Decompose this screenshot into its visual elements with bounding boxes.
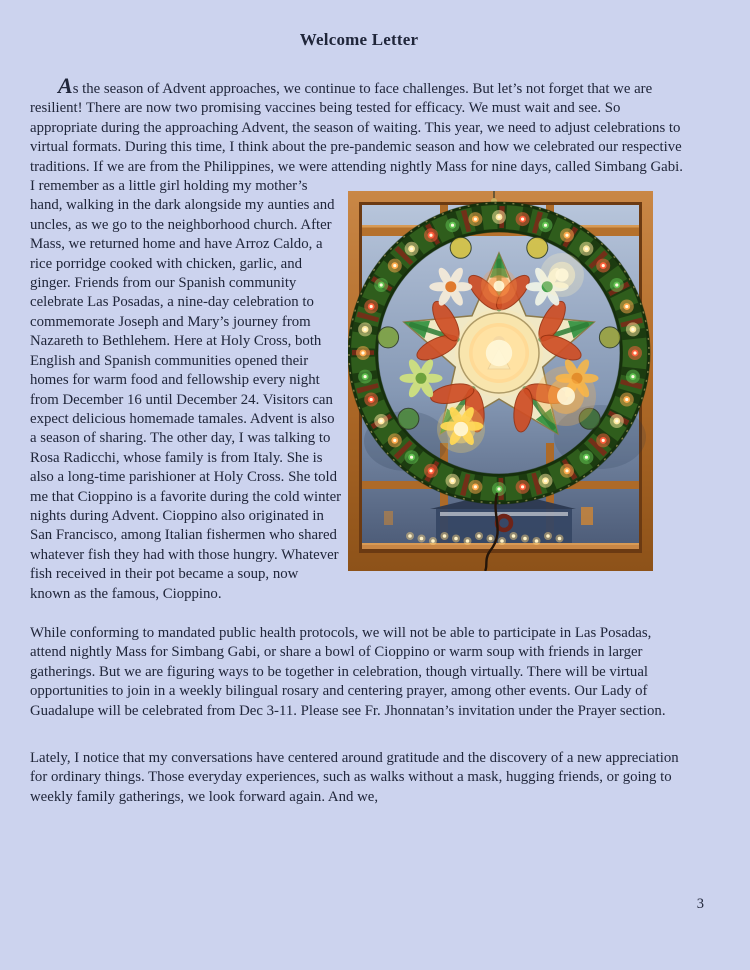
paragraph-3 [30, 749, 688, 807]
photo-float-wrap [348, 191, 688, 571]
drop-cap: A [58, 73, 73, 98]
page-number: 3 [696, 896, 704, 912]
parol-lantern-photo [348, 191, 653, 571]
parol-lantern-illustration [348, 191, 653, 571]
paragraph-1-text-before-photo: s the season of Advent approaches, we continue to face challenges. But let’s not forget that we are resilient! There are now two promising vaccines being tested for efficacy. We must wait and see. So appropriate during the approaching Advent, the season of waiting. This year, we need to adjust celebrations to virtual formats. During this time, I think about the pre-pandemic season and how we celebrated our respective traditions. If we are from the Philippines, we were attending nightly Mass for nine days, called Simbang Gabi. I remember as a little girl holding my [30, 81, 683, 195]
paragraph-2 [30, 624, 688, 721]
paragraph-1-text-after-photo: mother’s hand, walking in the dark alongside my aunties and uncles, as we go to the neighborhood church. After Mass, we returned home and have Arroz Caldo, a rice porridge cooked with chicken, garlic, and ginger. Friends from our Spanish community celebrate Las Posadas, a nine-day celebration to commemorate Joseph and Mary’s journey from Nazareth to Bethlehem. Here at Holy Cross, both English and Spanish communities opened their homes for warm food and fellowship every night from December 16 until December 24. Visitors can expect delicious homemade tamales. Advent is also a season of sharing. The other day, I was talking to Rosa Radicchi, whose family is from Italy. She is also a long-time parishioner at Holy Cross. She told me that Cioppino is a favorite during the cold winter nights during Advent. Cioppino also originated in San Francisco, among Italian fishermen who shared whatever fish they had with those hungry. Whatever fish received in their pot became a soup, now known as the famous, Cioppino. [30, 178, 342, 602]
page-title: Welcome Letter [299, 30, 419, 49]
paragraph-2-text: While conforming to mandated public health protocols, we will not be able to participate in Las Posadas, attend nightly Mass for Simbang Gabi, or share a bowl of Cioppino or warm soup with friends in larger gatherings. But we are figuring ways to be together in celebration, though virtually. There will be virtual opportunities to join in a weekly bilingual rosary and centering prayer, among other events. Our Lady of Guadalupe will be celebrated from Dec 3-11. Please see Fr. Jhonnatan’s invitation under the Prayer section. [30, 624, 666, 719]
paragraph-3-text: Lately, I notice that my conversations have centered around gratitude and the discovery of a new appreciation for ordinary things. Those everyday experiences, such as walks without a mask, hugging friends, or going to weekly family gatherings, we look forward again. And we, [30, 750, 679, 805]
paragraph-1 [30, 75, 688, 604]
